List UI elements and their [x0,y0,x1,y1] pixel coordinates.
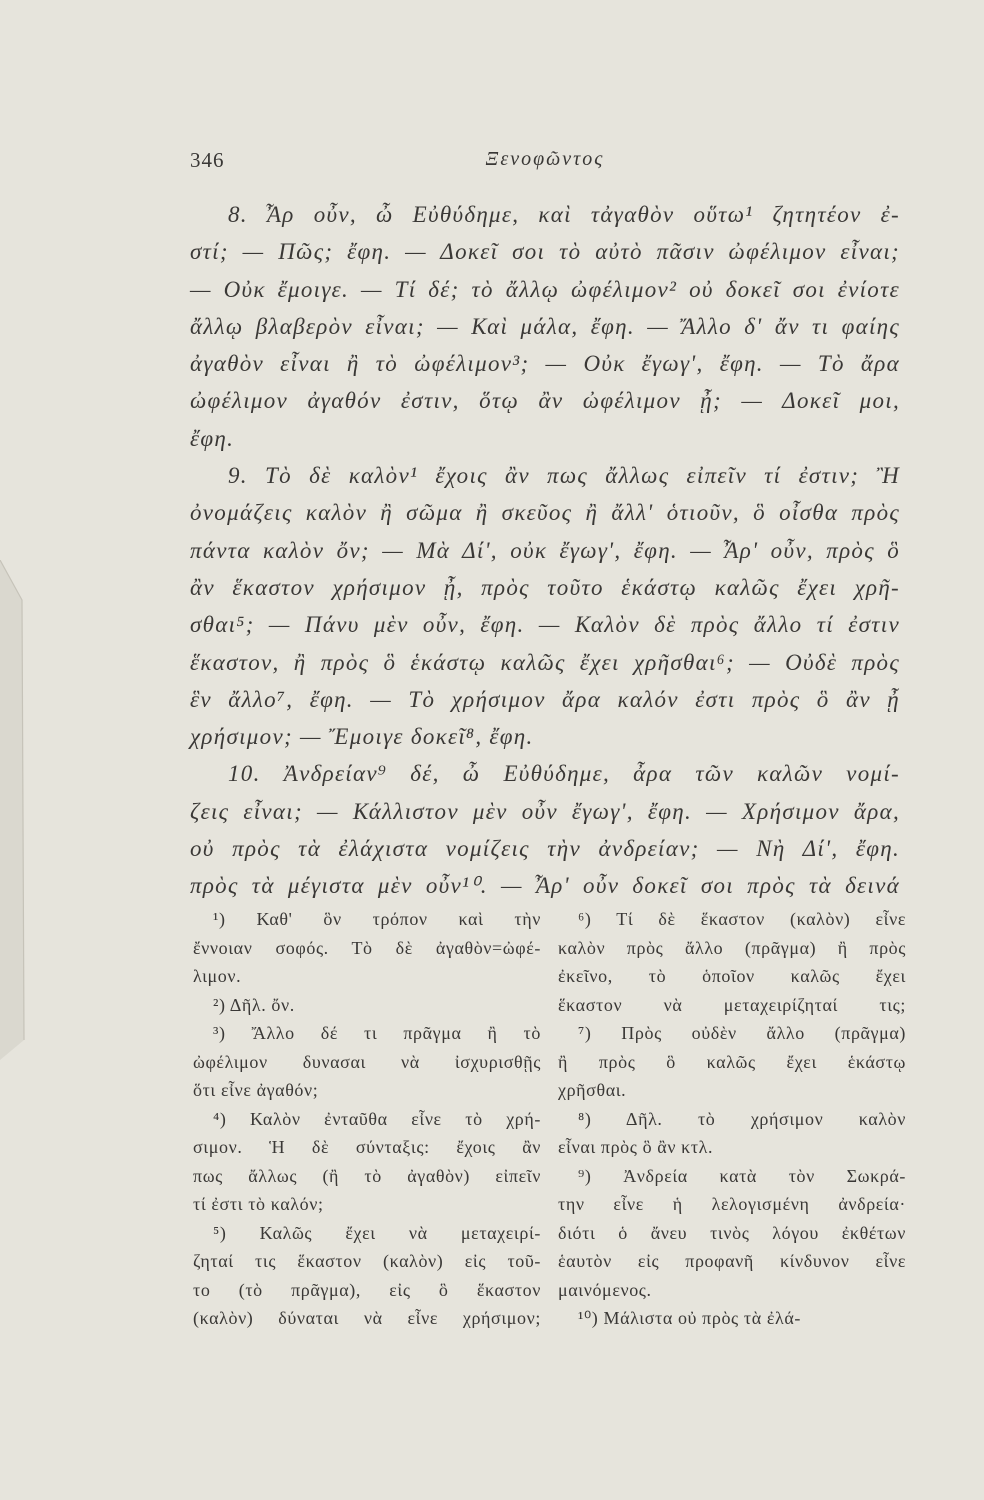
text-line: ἀγαθὸν εἶναι ἢ τὸ ὠφέλιμον³; — Οὐκ ἔγωγ', ἔφη. — Τὸ ἄρα [190,351,900,377]
text-line: πρὸς τὰ μέγιστα μὲν οὖν¹⁰. — Ἆρ' οὖν δοκεῖ σοι πρὸς τὰ δεινά [190,873,900,899]
footnote-line: ἔννοιαν σοφός. Τὸ δὲ ἀγαθὸν=ὠφέ- [193,937,541,958]
main-text [190,196,900,905]
footnote-line: ⁴) Καλὸν ἐνταῦθα εἶνε τὸ χρή- [213,1108,541,1129]
footnote-line: ⁸) Δῆλ. τὸ χρήσιμον καλὸν [578,1108,906,1129]
footnote-line: την εἶνε ἡ λελογισμένη ἀνδρεία· [558,1194,906,1214]
text-line: ἄλλῳ βλαβερὸν εἶναι; — Καὶ μάλα, ἔφη. — Ἄλλο δ' ἄν τι φαίης [190,313,900,339]
page-header [190,148,900,178]
footnote-line: ¹⁰) Μάλιστα οὐ πρὸς τὰ ἐλά- [578,1308,801,1328]
footnote-line: μαινόμενος. [558,1279,652,1300]
footnote-line: ⁵) Καλῶς ἔχει νὰ μεταχειρί- [213,1222,541,1243]
footnote-line: ζηταί τις ἕκαστον (καλὸν) εἰς τοῦ- [193,1251,541,1271]
footnote-line: καλὸν πρὸς ἄλλο (πρᾶγμα) ἢ πρὸς [558,937,906,958]
text-line: ὠφέλιμον ἀγαθόν ἐστιν, ὅτῳ ἂν ὠφέλιμον ᾖ; — Δοκεῖ μοι, [190,388,900,414]
footnote-line: ⁹) Ἀνδρεία κατὰ τὸν Σωκρά- [578,1165,906,1186]
footnote-line: χρῆσθαι. [558,1080,627,1100]
footnote-line: ἕκαστον νὰ μεταχειρίζηταί τις; [558,994,906,1015]
text-line: — Οὐκ ἔμοιγε. — Τί δέ; τὸ ἄλλῳ ὠφέλιμον² οὐ δοκεῖ σοι ἐνίοτε [190,276,900,302]
text-line: ἔφη. [190,425,235,451]
running-title: Ξενοφῶντος [485,148,605,170]
footnotes-left-column [193,905,541,1333]
footnote-line: ⁶) Τί δὲ ἕκαστον (καλὸν) εἶνε [578,909,906,929]
text-line: 9. Τὸ δὲ καλὸν¹ ἔχοις ἂν πως ἄλλως εἰπεῖν τί ἐστιν; Ἢ [228,463,900,489]
footnote-line: ὠφέλιμον δυνασαι νὰ ἰσχυρισθῇς [193,1051,541,1072]
footnotes-right-column [558,905,906,1333]
footnote-line: εἶναι πρὸς ὃ ἂν κτλ. [558,1137,714,1157]
footnote-line: λιμον. [193,966,242,986]
footnote-line: ἑαυτὸν εἰς προφανῆ κίνδυνον εἶνε [558,1251,906,1271]
text-line: 8. Ἆρ οὖν, ὦ Εὐθύδημε, καὶ τἀγαθὸν οὕτω¹ ζητητέον ἐ- [228,202,900,227]
footnote-line: ἐκεῖνο, τὸ ὁποῖον καλῶς ἔχει [558,966,906,986]
text-line: ζεις εἶναι; — Κάλλιστον μὲν οὖν ἔγωγ', ἔφη. — Χρήσιμον ἄρα, [190,798,900,824]
footnote-line: ὅτι εἶνε ἀγαθόν; [193,1080,319,1100]
footnote-line: (καλὸν) δύναται νὰ εἶνε χρήσιμον; [193,1308,541,1328]
text-line: 10. Ἀνδρείαν⁹ δέ, ὦ Εὐθύδημε, ἆρα τῶν καλῶν νομί- [228,761,900,787]
page-number: 346 [190,148,225,172]
footnote-line: ³) Ἄλλο δέ τι πρᾶγμα ἢ τὸ [213,1023,541,1043]
text-line: στί; — Πῶς; ἔφη. — Δοκεῖ σοι τὸ αὐτὸ πᾶσιν ὠφέλιμον εἶναι; [190,239,900,265]
footnote-line: σιμον. Ἡ δὲ σύνταξις: ἔχοις ἂν [193,1137,541,1157]
text-line: ἂν ἕκαστον χρήσιμον ᾖ, πρὸς τοῦτο ἑκάστῳ καλῶς ἔχει χρῆ- [190,574,900,600]
footnote-line: ἢ πρὸς ὃ καλῶς ἔχει ἑκάστῳ [558,1051,906,1072]
text-line: ἕκαστον, ἢ πρὸς ὃ ἑκάστῳ καλῶς ἔχει χρῆσθαι⁶; — Οὐδὲ πρὸς [190,649,900,675]
footnote-line: το (τὸ πρᾶγμα), εἰς ὃ ἕκαστον [193,1279,541,1300]
footnote-line: ¹) Καθ' ὃν τρόπον καὶ τὴν [213,909,541,929]
footnote-line: τί ἐστι τὸ καλόν; [193,1194,324,1214]
text-line: σθαι⁵; — Πάνυ μὲν οὖν, ἔφη. — Καλὸν δὲ πρὸς ἄλλο τί ἐστιν [190,612,900,638]
text-line: ἓν ἄλλο⁷, ἔφη. — Τὸ χρήσιμον ἄρα καλόν ἐστι πρὸς ὃ ἂν ᾖ [190,686,900,712]
footnote-line: διότι ὁ ἄνευ τινὸς λόγου ἐκθέτων [558,1222,906,1243]
text-line: χρήσιμον; — Ἔμοιγε δοκεῖ⁸, ἔφη. [190,724,534,750]
footnote-line: ⁷) Πρὸς οὐδὲν ἄλλο (πρᾶγμα) [578,1023,906,1043]
text-line: ὀνομάζεις καλὸν ἢ σῶμα ἢ σκεῦος ἢ ἄλλ' ὁτιοῦν, ὃ οἶσθα πρὸς [190,500,900,526]
text-line: οὐ πρὸς τὰ ἐλάχιστα νομίζεις τὴν ἀνδρείαν; — Νὴ Δί', ἔφη. [190,836,900,862]
text-line: πάντα καλὸν ὄν; — Μὰ Δί', οὐκ ἔγωγ', ἔφη. — Ἆρ' οὖν, πρὸς ὃ [190,537,900,563]
footnote-line: ²) Δῆλ. ὄν. [213,994,295,1015]
footnote-line: πως ἄλλως (ἢ τὸ ἀγαθὸν) εἰπεῖν [193,1165,541,1186]
